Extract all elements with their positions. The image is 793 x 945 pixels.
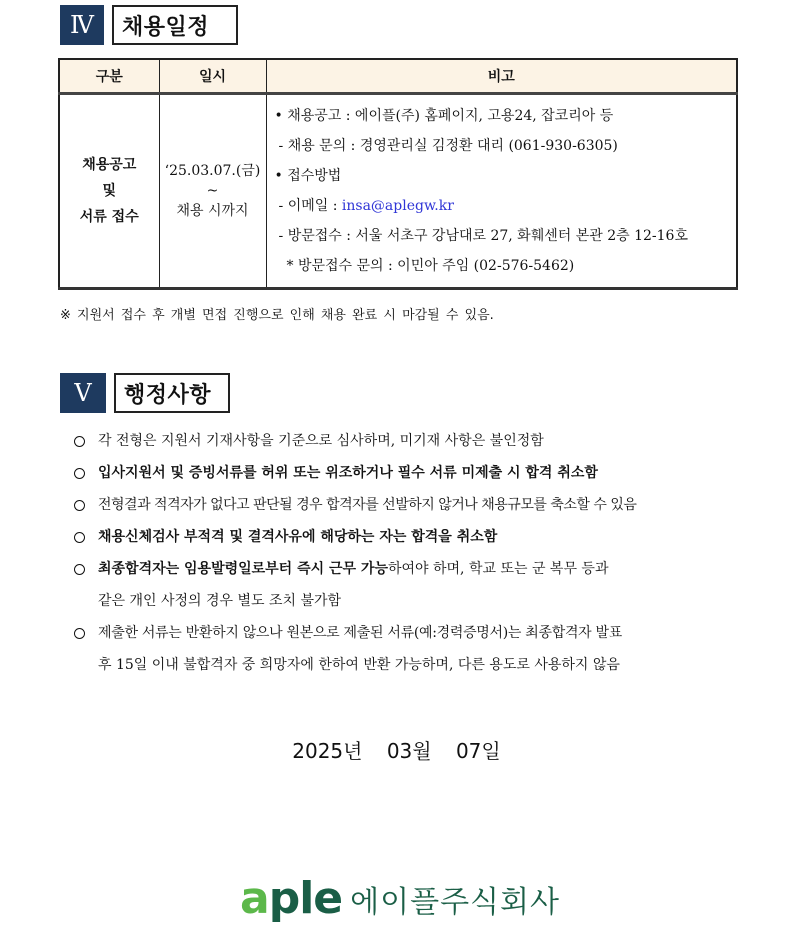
section-header-schedule (60, 5, 238, 45)
document-date: 2025년 03월 07일 (292, 739, 501, 763)
table-header-row (59, 59, 737, 94)
logo-letters: ple (268, 873, 343, 924)
note-text: 채용 문의 : 경영관리실 김정환 대리 (061-930-6305) (287, 138, 618, 154)
section-numeral: Ⅳ (60, 5, 104, 45)
section-header-admin (60, 373, 230, 413)
category-cell (59, 94, 159, 289)
dash-icon: - (278, 228, 284, 244)
company-name: 에이플주식회사 (350, 885, 560, 920)
list-item (72, 425, 752, 457)
aple-logo-icon (240, 874, 342, 924)
item-text-continued: 후 15일 이내 불합격자 중 희망자에 한하여 반환 가능하며, 다른 용도로 사용하지 않음 (98, 657, 620, 673)
item-text: 채용신체검사 부적격 및 결격사유에 해당하는 자는 합격을 취소함 (98, 529, 498, 545)
item-text: 하여야 하며, 학교 또는 군 복무 등과 (387, 561, 609, 577)
note-line (275, 131, 737, 161)
note-line (275, 251, 737, 281)
schedule-table (58, 58, 738, 290)
item-text: 전형결과 적격자가 없다고 판단될 경우 합격자를 선발하지 않거나 채용규모를 축소할 수 있음 (98, 497, 637, 513)
list-item (72, 553, 752, 617)
note-line (275, 221, 737, 251)
note-line (275, 161, 737, 191)
section-title: 채용일정 (112, 5, 238, 45)
dash-icon: - (278, 198, 284, 214)
notes-cell (266, 94, 737, 289)
logo-letter-a: a (240, 873, 269, 924)
section-numeral: Ⅴ (60, 373, 106, 413)
circle-bullet-icon (74, 532, 85, 543)
note-text: 방문접수 문의 : 이민아 주임 (02-576-5462) (297, 258, 575, 274)
category-line: 및 (102, 183, 117, 199)
note-text: 채용공고 : 에이플(주) 홈페이지, 고용24, 잡코리아 등 (287, 108, 614, 124)
note-line (275, 101, 737, 131)
date-end: 채용 시까지 (176, 203, 249, 219)
column-header-notes: 비고 (266, 59, 737, 94)
item-text-continued: 같은 개인 사정의 경우 별도 조치 불가함 (98, 593, 342, 609)
category-line: 서류 접수 (79, 209, 139, 225)
circle-bullet-icon (74, 500, 85, 511)
date-start: ‘25.03.07.(금) (164, 163, 261, 179)
dash-icon: - (278, 138, 284, 154)
email-link[interactable]: insa@aplegw.kr (341, 198, 454, 214)
list-item (72, 489, 752, 521)
item-text: 각 전형은 지원서 기재사항을 기준으로 심사하며, 미기재 사항은 불인정함 (98, 433, 544, 449)
category-line: 채용공고 (82, 157, 137, 173)
note-text: 방문접수 : 서울 서초구 강남대로 27, 화훼센터 본관 2층 12-16호 (287, 228, 688, 244)
table-row (59, 94, 737, 289)
item-bold-text: 최종합격자는 임용발령일로부터 즉시 근무 가능 (98, 561, 388, 577)
bullet-icon: • (274, 108, 283, 124)
circle-bullet-icon (74, 436, 85, 447)
list-item (72, 617, 752, 681)
circle-bullet-icon (74, 628, 85, 639)
bullet-icon: • (274, 168, 283, 184)
date-cell (159, 94, 266, 289)
asterisk-icon: * (286, 258, 294, 274)
list-item (72, 521, 752, 553)
column-header-date: 일시 (159, 59, 266, 94)
company-logo (240, 874, 560, 924)
circle-bullet-icon (74, 468, 85, 479)
admin-list (72, 425, 752, 681)
column-header-category: 구분 (59, 59, 159, 94)
section-title: 행정사항 (114, 373, 230, 413)
date-tilde: ~ (206, 183, 219, 199)
item-text: 입사지원서 및 증빙서류를 허위 또는 위조하거나 필수 서류 미제출 시 합격 취소함 (98, 465, 598, 481)
note-label: 이메일 : (287, 198, 342, 214)
list-item (72, 457, 752, 489)
note-line (275, 191, 737, 221)
note-text: 접수방법 (287, 168, 342, 184)
item-text: 제출한 서류는 반환하지 않으나 원본으로 제출된 서류(예:경력증명서)는 최종합격자 발표 (98, 625, 623, 641)
circle-bullet-icon (74, 564, 85, 575)
closing-remark: ※ 지원서 접수 후 개별 면접 진행으로 인해 채용 완료 시 마감될 수 있음. (60, 308, 494, 323)
